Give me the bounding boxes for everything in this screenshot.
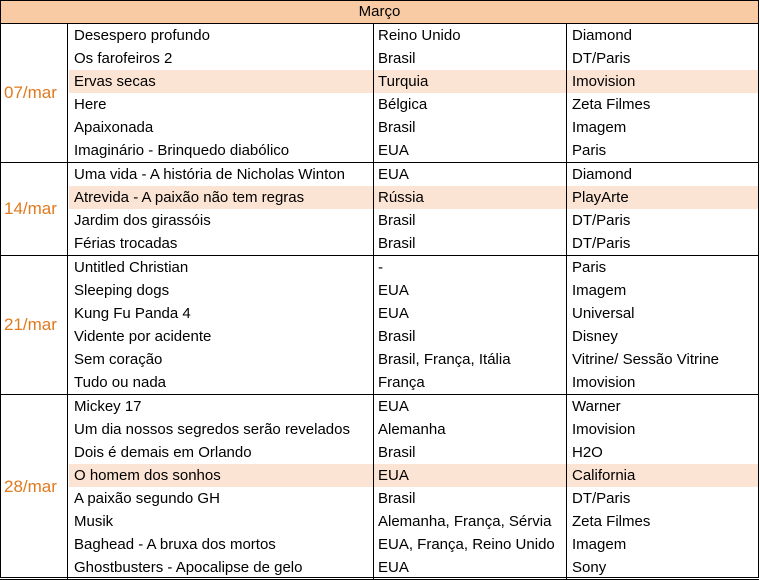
- film-country: Brasil: [378, 490, 416, 507]
- film-country: EUA: [378, 282, 409, 299]
- film-title: Os farofeiros 2: [74, 50, 173, 67]
- film-title: Sleeping dogs: [74, 282, 170, 299]
- film-country: França: [378, 374, 425, 391]
- date-group: [0, 395, 759, 579]
- film-distributor: PlayArte: [572, 189, 629, 206]
- film-distributor: Imovision: [572, 73, 636, 90]
- column-divider: [373, 395, 374, 579]
- film-country: EUA: [378, 166, 409, 183]
- film-distributor: Diamond: [572, 166, 633, 183]
- table-row: [69, 93, 759, 116]
- table-row: [69, 209, 759, 232]
- film-country: EUA, França, Reino Unido: [378, 536, 555, 553]
- table-row: [69, 371, 759, 394]
- film-country: Reino Unido: [378, 27, 461, 44]
- film-distributor: Paris: [572, 142, 607, 159]
- release-date: 28/mar: [0, 395, 68, 579]
- film-country: Brasil: [378, 328, 416, 345]
- film-distributor: Disney: [572, 328, 618, 345]
- film-distributor: Imagem: [572, 282, 627, 299]
- date-group: [0, 24, 759, 162]
- table-row: [69, 116, 759, 139]
- film-distributor: DT/Paris: [572, 490, 631, 507]
- film-title: Jardim dos girassóis: [74, 212, 211, 229]
- film-title: Sem coração: [74, 351, 163, 368]
- film-rows: [69, 256, 759, 394]
- table-row: [69, 47, 759, 70]
- film-country: Bélgica: [378, 96, 428, 113]
- film-distributor: Imovision: [572, 421, 636, 438]
- film-title: Ervas secas: [74, 73, 156, 90]
- table-row: [69, 418, 759, 441]
- film-title: Imaginário - Brinquedo diabólico: [74, 142, 290, 159]
- film-title: Atrevida - A paixão não tem regras: [74, 189, 305, 206]
- release-date: 21/mar: [0, 256, 68, 394]
- table-row: [69, 441, 759, 464]
- film-distributor: Paris: [572, 259, 607, 276]
- table-row: [69, 556, 759, 579]
- film-title: Um dia nossos segredos serão revelados: [74, 421, 350, 438]
- film-distributor: H2O: [572, 444, 603, 461]
- film-title: Untitled Christian: [74, 259, 189, 276]
- table-row: [69, 395, 759, 418]
- column-divider: [566, 256, 567, 394]
- release-date: 07/mar: [0, 24, 68, 162]
- film-distributor: Universal: [572, 305, 635, 322]
- column-divider: [566, 395, 567, 579]
- column-divider: [566, 163, 567, 255]
- film-title: Kung Fu Panda 4: [74, 305, 191, 322]
- film-country: EUA: [378, 398, 409, 415]
- column-divider: [373, 163, 374, 255]
- film-distributor: Warner: [572, 398, 621, 415]
- film-distributor: Zeta Filmes: [572, 96, 651, 113]
- table-row: [69, 70, 759, 93]
- table-row: [69, 487, 759, 510]
- film-country: Brasil: [378, 50, 416, 67]
- film-title: Ghostbusters - Apocalipse de gelo: [74, 559, 303, 576]
- table-row: [69, 232, 759, 255]
- film-distributor: Diamond: [572, 27, 633, 44]
- film-distributor: Imovision: [572, 374, 636, 391]
- table-row: [69, 302, 759, 325]
- film-country: Alemanha, França, Sérvia: [378, 513, 552, 530]
- film-distributor: DT/Paris: [572, 235, 631, 252]
- table-row: [69, 510, 759, 533]
- film-country: -: [378, 259, 383, 276]
- film-country: Rússia: [378, 189, 424, 206]
- film-country: EUA: [378, 559, 409, 576]
- film-title: Here: [74, 96, 107, 113]
- film-rows: [69, 395, 759, 579]
- film-rows: [69, 24, 759, 162]
- date-group: [0, 163, 759, 255]
- film-title: Mickey 17: [74, 398, 142, 415]
- table-row: [69, 186, 759, 209]
- film-distributor: Zeta Filmes: [572, 513, 651, 530]
- film-title: Baghead - A bruxa dos mortos: [74, 536, 276, 553]
- film-distributor: DT/Paris: [572, 212, 631, 229]
- film-title: Vidente por acidente: [74, 328, 212, 345]
- column-divider: [373, 24, 374, 162]
- film-title: Férias trocadas: [74, 235, 178, 252]
- film-title: Tudo ou nada: [74, 374, 167, 391]
- film-country: EUA: [378, 142, 409, 159]
- table-row: [69, 464, 759, 487]
- month-header: Março: [0, 0, 759, 24]
- column-divider: [373, 256, 374, 394]
- film-distributor: Sony: [572, 559, 607, 576]
- film-country: Brasil: [378, 444, 416, 461]
- release-date: 14/mar: [0, 163, 68, 255]
- film-distributor: DT/Paris: [572, 50, 631, 67]
- table-row: [69, 24, 759, 47]
- film-title: Dois é demais em Orlando: [74, 444, 252, 461]
- film-title: Uma vida - A história de Nicholas Winton: [74, 166, 345, 183]
- film-country: Brasil: [378, 119, 416, 136]
- film-distributor: Vitrine/ Sessão Vitrine: [572, 351, 720, 368]
- date-group: [0, 256, 759, 394]
- film-title: A paixão segundo GH: [74, 490, 220, 507]
- table-row: [69, 163, 759, 186]
- table-row: [69, 139, 759, 162]
- film-country: Brasil, França, Itália: [378, 351, 511, 368]
- film-country: EUA: [378, 467, 409, 484]
- film-distributor: Imagem: [572, 536, 627, 553]
- film-distributor: California: [572, 467, 636, 484]
- table-row: [69, 256, 759, 279]
- table-row: [69, 279, 759, 302]
- film-title: Desespero profundo: [74, 27, 210, 44]
- film-country: Turquia: [378, 73, 429, 90]
- film-distributor: Imagem: [572, 119, 627, 136]
- table-row: [69, 533, 759, 556]
- film-country: Brasil: [378, 235, 416, 252]
- film-country: Alemanha: [378, 421, 446, 438]
- film-title: Musik: [74, 513, 114, 530]
- film-rows: [69, 163, 759, 255]
- film-country: EUA: [378, 305, 409, 322]
- film-country: Brasil: [378, 212, 416, 229]
- column-divider: [566, 24, 567, 162]
- table-row: [69, 325, 759, 348]
- film-title: O homem dos sonhos: [74, 467, 221, 484]
- film-title: Apaixonada: [74, 119, 154, 136]
- table-row: [69, 348, 759, 371]
